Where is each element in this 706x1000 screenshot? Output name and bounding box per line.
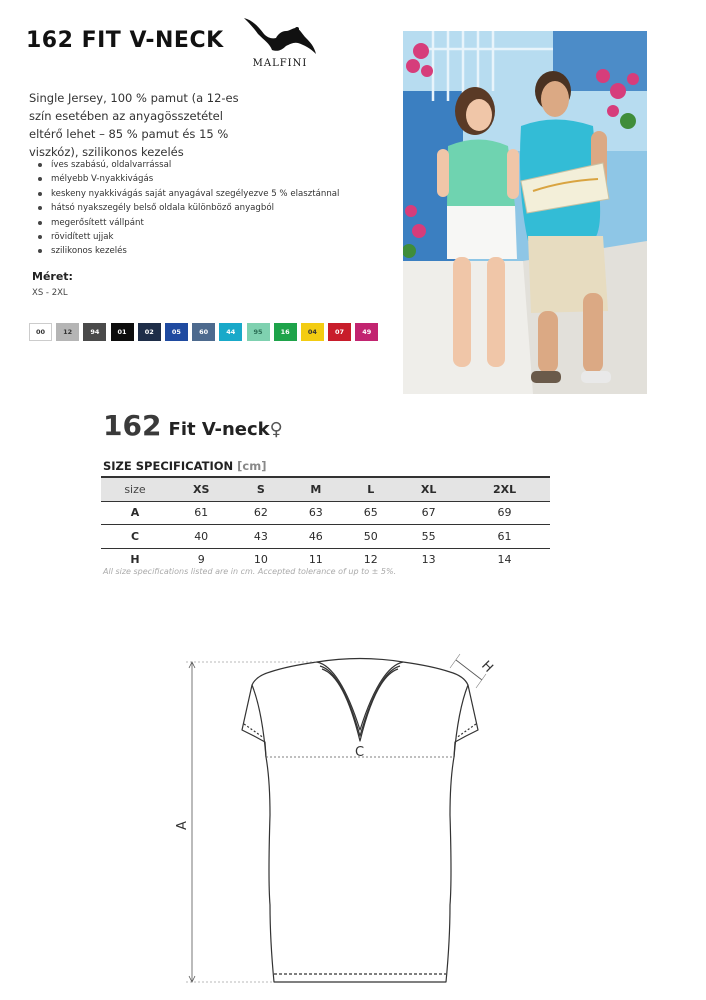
color-swatch-44[interactable]: 44	[219, 323, 242, 341]
table-header-size: XL	[398, 477, 459, 501]
color-swatch-02[interactable]: 02	[138, 323, 161, 341]
table-cell: 65	[343, 501, 398, 525]
table-cell: 62	[233, 501, 288, 525]
feature-list	[38, 158, 339, 259]
color-swatch-07[interactable]: 07	[328, 323, 351, 341]
product-title: 162 FIT V-NECK	[26, 28, 224, 53]
color-swatch-00[interactable]: 00	[29, 323, 52, 341]
female-icon: ♀	[269, 419, 283, 440]
spec-title	[103, 409, 283, 442]
row-label: C	[101, 525, 169, 549]
table-cell: 67	[398, 501, 459, 525]
color-swatch-05[interactable]: 05	[165, 323, 188, 341]
table-cell: 9	[197, 553, 205, 567]
size-table	[101, 476, 550, 571]
bullet-icon	[38, 163, 42, 167]
color-swatch-94[interactable]: 94	[83, 323, 106, 341]
table-cell: 46	[288, 525, 343, 549]
brand-logo	[240, 14, 322, 74]
table-header-label: size	[101, 477, 169, 501]
product-description: Single Jersey, 100 % pamut (a 12-es szín esetében az anyagösszetétel eltérő lehet – 85 % pamut és 15 % viszkóz), szilikonos kezelés	[29, 91, 239, 159]
table-header-row	[101, 477, 550, 501]
bullet-icon	[38, 235, 42, 239]
table-cell: 11	[308, 553, 323, 567]
table-cell: 69	[459, 501, 550, 525]
feature-item: mélyebb V-nyakkivágás	[38, 172, 339, 186]
table-cell: 12	[363, 553, 378, 567]
color-swatch-01[interactable]: 01	[111, 323, 134, 341]
color-swatch-12[interactable]: 12	[56, 323, 79, 341]
tshirt-outline-drawing	[170, 640, 510, 990]
bullet-icon	[38, 192, 42, 196]
spec-number: 162	[103, 409, 162, 442]
color-swatch-60[interactable]: 60	[192, 323, 215, 341]
tolerance-note: All size specifications listed are in cm. Accepted tolerance of up to ± 5%.	[103, 567, 397, 576]
bird-icon	[242, 14, 320, 56]
table-cell: 40	[169, 525, 233, 549]
bullet-icon	[38, 249, 42, 253]
row-label: A	[101, 501, 169, 525]
feature-item: íves szabású, oldalvarrással	[38, 158, 339, 172]
color-swatch-49[interactable]: 49	[355, 323, 378, 341]
table-header-size: XS	[169, 477, 233, 501]
table-cell: 13	[421, 553, 436, 567]
label-a: A	[175, 821, 190, 830]
table-cell: 43	[233, 525, 288, 549]
table-header-size: 2XL	[459, 477, 550, 501]
label-c: C	[355, 745, 365, 760]
table-header-size: M	[288, 477, 343, 501]
size-range: XS - 2XL	[32, 288, 68, 298]
table-header-size: L	[343, 477, 398, 501]
product-photo	[403, 31, 647, 394]
color-swatch-04[interactable]: 04	[301, 323, 324, 341]
table-cell: 55	[398, 525, 459, 549]
bullet-icon	[38, 221, 42, 225]
table-header-size: S	[233, 477, 288, 501]
feature-item: megerősített vállpánt	[38, 216, 339, 230]
bullet-icon	[38, 206, 42, 210]
row-label: H	[130, 553, 140, 567]
table-cell: 50	[343, 525, 398, 549]
table-row	[101, 501, 550, 525]
color-swatch-95[interactable]: 95	[247, 323, 270, 341]
table-cell: 14	[497, 553, 512, 567]
table-cell: 63	[288, 501, 343, 525]
tshirt-diagram	[170, 640, 510, 990]
spec-heading: SIZE SPECIFICATION [cm]	[103, 459, 267, 473]
feature-item: keskeny nyakkivágás saját anyagával szegélyezve 5 % elasztánnal	[38, 187, 339, 201]
table-cell: 61	[169, 501, 233, 525]
table-cell: 61	[459, 525, 550, 549]
label-h: H	[478, 658, 496, 676]
spec-name: Fit V-neck	[168, 419, 270, 440]
feature-item: szilikonos kezelés	[38, 244, 339, 258]
table-cell: 10	[253, 553, 268, 567]
models-photo-image	[403, 31, 647, 394]
brand-name: MALFINI	[252, 58, 308, 69]
bullet-icon	[38, 177, 42, 181]
size-label: Méret:	[32, 270, 73, 283]
table-row	[101, 525, 550, 549]
feature-item: rövidített ujjak	[38, 230, 339, 244]
color-swatches	[29, 323, 382, 341]
spec-unit: [cm]	[237, 459, 267, 473]
feature-item: hátsó nyakszegély belső oldala különböző anyagból	[38, 201, 339, 215]
color-swatch-16[interactable]: 16	[274, 323, 297, 341]
